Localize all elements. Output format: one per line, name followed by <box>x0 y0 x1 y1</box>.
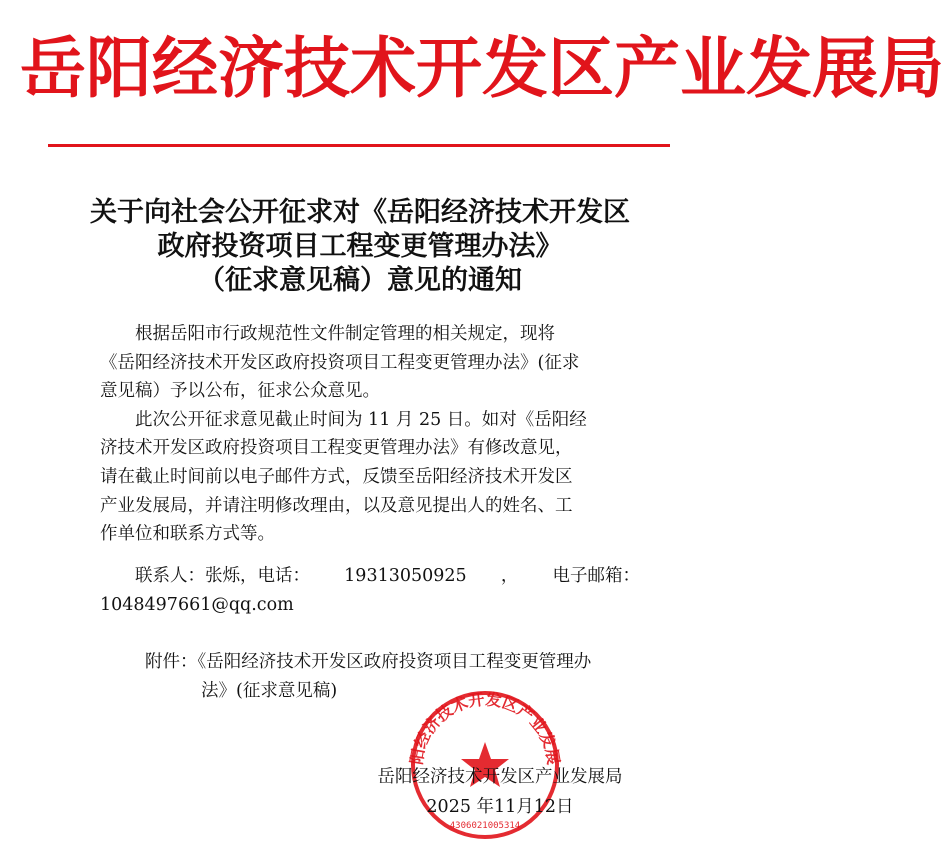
seal-text: 阳经济技术开发区产业发展 <box>406 690 564 766</box>
contact-email-label: 电子邮箱： <box>552 566 640 586</box>
attachment-line-2: 法》(征求意见稿) <box>201 680 338 701</box>
signature-org: 岳阳经济技术开发区产业发展局 <box>377 767 623 787</box>
attachment <box>145 648 645 705</box>
contact-person: 联系人：张烁，电话： <box>135 566 310 586</box>
notice-body <box>100 320 640 549</box>
paragraph-line: 产业发展局，并请注明修改理由，以及意见提出人的姓名、工 <box>100 495 573 516</box>
letterhead-rule <box>48 144 670 147</box>
notice-title <box>40 196 680 298</box>
signature-date: 2025 年11月12日 <box>426 797 574 817</box>
title-line-2: 政府投资项目工程变更管理办法》 <box>157 231 563 262</box>
contact-line <box>100 562 640 591</box>
seal-code: 4306021005314 <box>449 821 521 831</box>
paragraph-line: 作单位和联系方式等。 <box>100 524 275 545</box>
letterhead-title: 岳阳经济技术开发区产业发展局 <box>20 29 944 107</box>
paragraph-line: 此次公开征求意见截止时间为 11 月 25 日。如对《岳阳经 <box>135 409 587 430</box>
paragraph-line: 请在截止时间前以电子邮件方式，反馈至岳阳经济技术开发区 <box>100 466 573 487</box>
paragraph-line: 意见稿）予以公布，征求公众意见。 <box>100 381 380 402</box>
signature-block <box>340 762 660 822</box>
title-line-1: 关于向社会公开征求对《岳阳经济技术开发区 <box>90 197 630 228</box>
contact-info <box>100 562 640 619</box>
paragraph-line: 济技术开发区政府投资项目工程变更管理办法》有修改意见， <box>100 438 573 459</box>
contact-sep: ， <box>500 566 519 586</box>
paragraph-2 <box>100 406 640 549</box>
attachment-line-1: 附件：《岳阳经济技术开发区政府投资项目工程变更管理办 <box>145 652 592 672</box>
paragraph-line: 根据岳阳市行政规范性文件制定管理的相关规定，现将 <box>135 324 555 344</box>
contact-email[interactable]: 1048497661@qq.com <box>100 594 294 615</box>
contact-phone: 19313050925 <box>344 566 467 586</box>
paragraph-1 <box>100 320 640 406</box>
title-line-3: （征求意见稿）意见的通知 <box>198 265 522 296</box>
paragraph-line: 《岳阳经济技术开发区政府投资项目工程变更管理办法》(征求 <box>100 352 580 373</box>
